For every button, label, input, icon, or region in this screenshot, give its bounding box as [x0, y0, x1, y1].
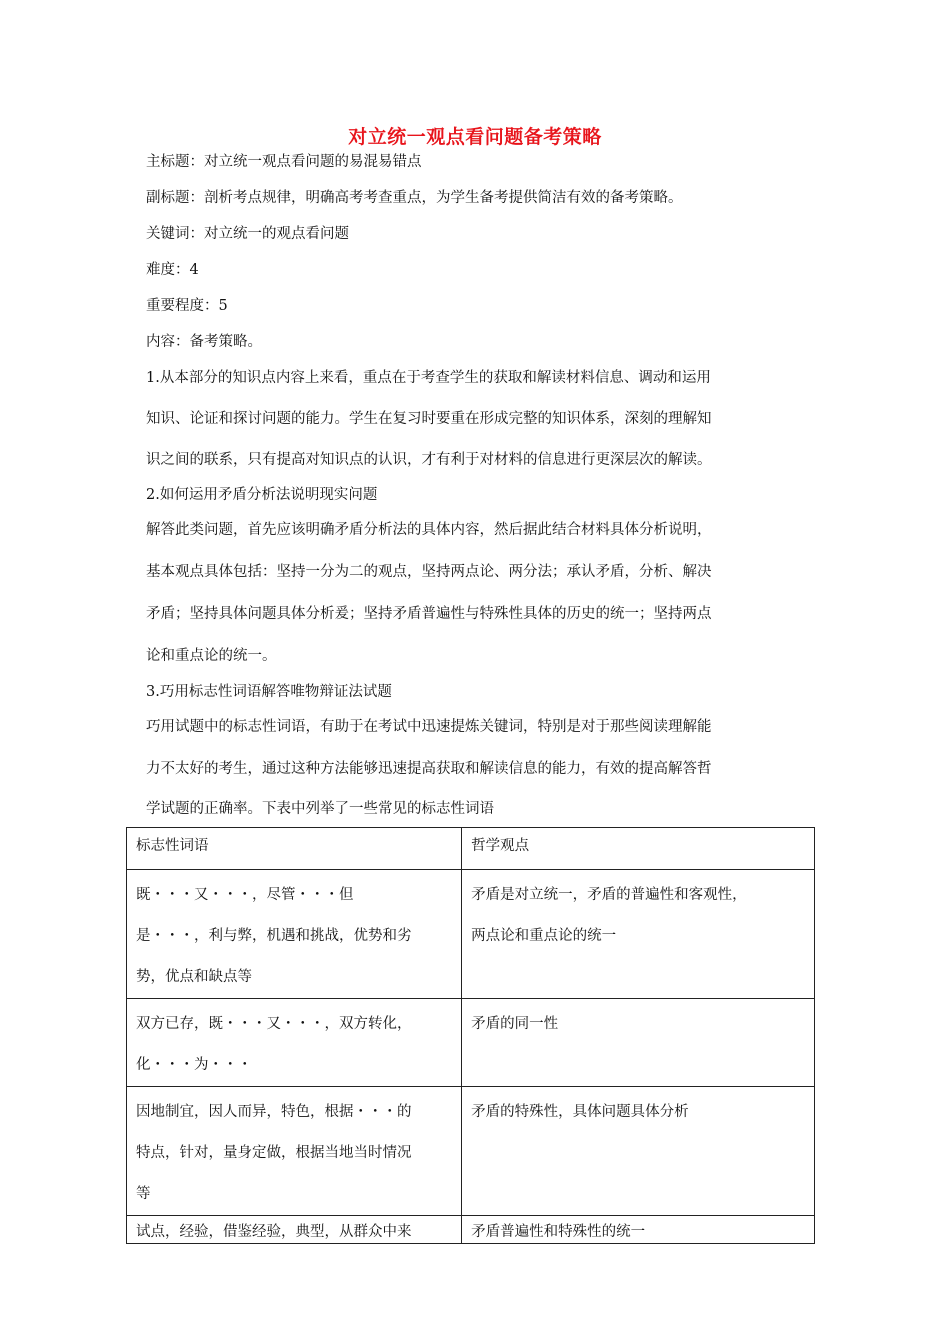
section2-heading: 2.如何运用矛盾分析法说明现实问题 — [146, 487, 378, 503]
cell-text: 矛盾的特殊性，具体问题具体分析 — [471, 1104, 689, 1120]
cell-text: 因地制宜，因人而异，特色，根据・・・的 — [136, 1104, 412, 1120]
cell-text: 是・・・，利与弊，机遇和挑战，优势和劣 — [136, 928, 412, 944]
table-cell — [462, 1087, 815, 1216]
table-cell — [127, 1216, 462, 1244]
section3-line: 学试题的正确率。下表中列举了一些常见的标志性词语 — [146, 801, 494, 817]
cell-text: 两点论和重点论的统一 — [471, 928, 617, 944]
table-cell — [127, 999, 462, 1087]
subtitle-line: 副标题：剖析考点规律，明确高考考查重点，为学生备考提供简洁有效的备考策略。 — [146, 190, 683, 206]
cell-text: 既・・・又・・・，尽管・・・但 — [136, 887, 354, 903]
table-row — [127, 870, 815, 999]
cell-text: 化・・・为・・・ — [136, 1057, 252, 1073]
keywords-table — [126, 827, 815, 1244]
table-row — [127, 999, 815, 1087]
section3-line: 巧用试题中的标志性词语，有助于在考试中迅速提炼关键词，特别是对于那些阅读理解能 — [146, 719, 712, 735]
main-title-line: 主标题：对立统一观点看问题的易混易错点 — [146, 154, 422, 170]
table-header-cell — [127, 828, 462, 870]
section2-line: 矛盾；坚持具体问题具体分析爰；坚持矛盾普遍性与特殊性具体的历史的统一；坚持两点 — [146, 606, 712, 622]
cell-text: 势，优点和缺点等 — [136, 969, 252, 985]
content-line: 内容：备考策略。 — [146, 334, 262, 350]
header-label: 标志性词语 — [136, 838, 209, 854]
table-cell — [462, 870, 815, 999]
table-row — [127, 1216, 815, 1244]
section1-line: 1.从本部分的知识点内容上来看，重点在于考查学生的获取和解读材料信息、调动和运用 — [146, 370, 711, 386]
keywords-line: 关键词：对立统一的观点看问题 — [146, 226, 349, 242]
section3-line: 力不太好的考生，通过这种方法能够迅速提高获取和解读信息的能力，有效的提高解答哲 — [146, 761, 712, 777]
section3-heading: 3.巧用标志性词语解答唯物辩证法试题 — [146, 684, 392, 700]
cell-text: 矛盾是对立统一，矛盾的普遍性和客观性， — [471, 887, 747, 903]
table-header-row — [127, 828, 815, 870]
table-cell — [462, 1216, 815, 1244]
cell-text: 试点，经验，借鉴经验，典型，从群众中来 — [136, 1224, 412, 1240]
section1-line: 知识、论证和探讨问题的能力。学生在复习时要重在形成完整的知识体系，深刻的理解知 — [146, 411, 712, 427]
section1-line: 识之间的联系，只有提高对知识点的认识，才有利于对材料的信息进行更深层次的解读。 — [146, 452, 712, 468]
document-title: 对立统一观点看问题备考策略 — [348, 126, 602, 148]
cell-text: 双方已存，既・・・又・・・，双方转化， — [136, 1016, 412, 1032]
difficulty-line: 难度：4 — [146, 262, 199, 278]
table-header-cell — [462, 828, 815, 870]
importance-line: 重要程度：5 — [146, 298, 228, 314]
table-cell — [127, 1087, 462, 1216]
section2-line: 基本观点具体包括：坚持一分为二的观点，坚持两点论、两分法；承认矛盾，分析、解决 — [146, 564, 712, 580]
header-label: 哲学观点 — [471, 838, 530, 854]
table-row — [127, 1087, 815, 1216]
cell-text: 特点，针对，量身定做，根据当地当时情况 — [136, 1145, 412, 1161]
cell-text: 矛盾的同一性 — [471, 1016, 559, 1032]
section2-line: 论和重点论的统一。 — [146, 648, 277, 664]
section2-line: 解答此类问题，首先应该明确矛盾分析法的具体内容，然后据此结合材料具体分析说明， — [146, 522, 712, 538]
table-cell — [127, 870, 462, 999]
table-cell — [462, 999, 815, 1087]
cell-text: 矛盾普遍性和特殊性的统一 — [471, 1224, 646, 1240]
cell-text: 等 — [136, 1186, 151, 1202]
